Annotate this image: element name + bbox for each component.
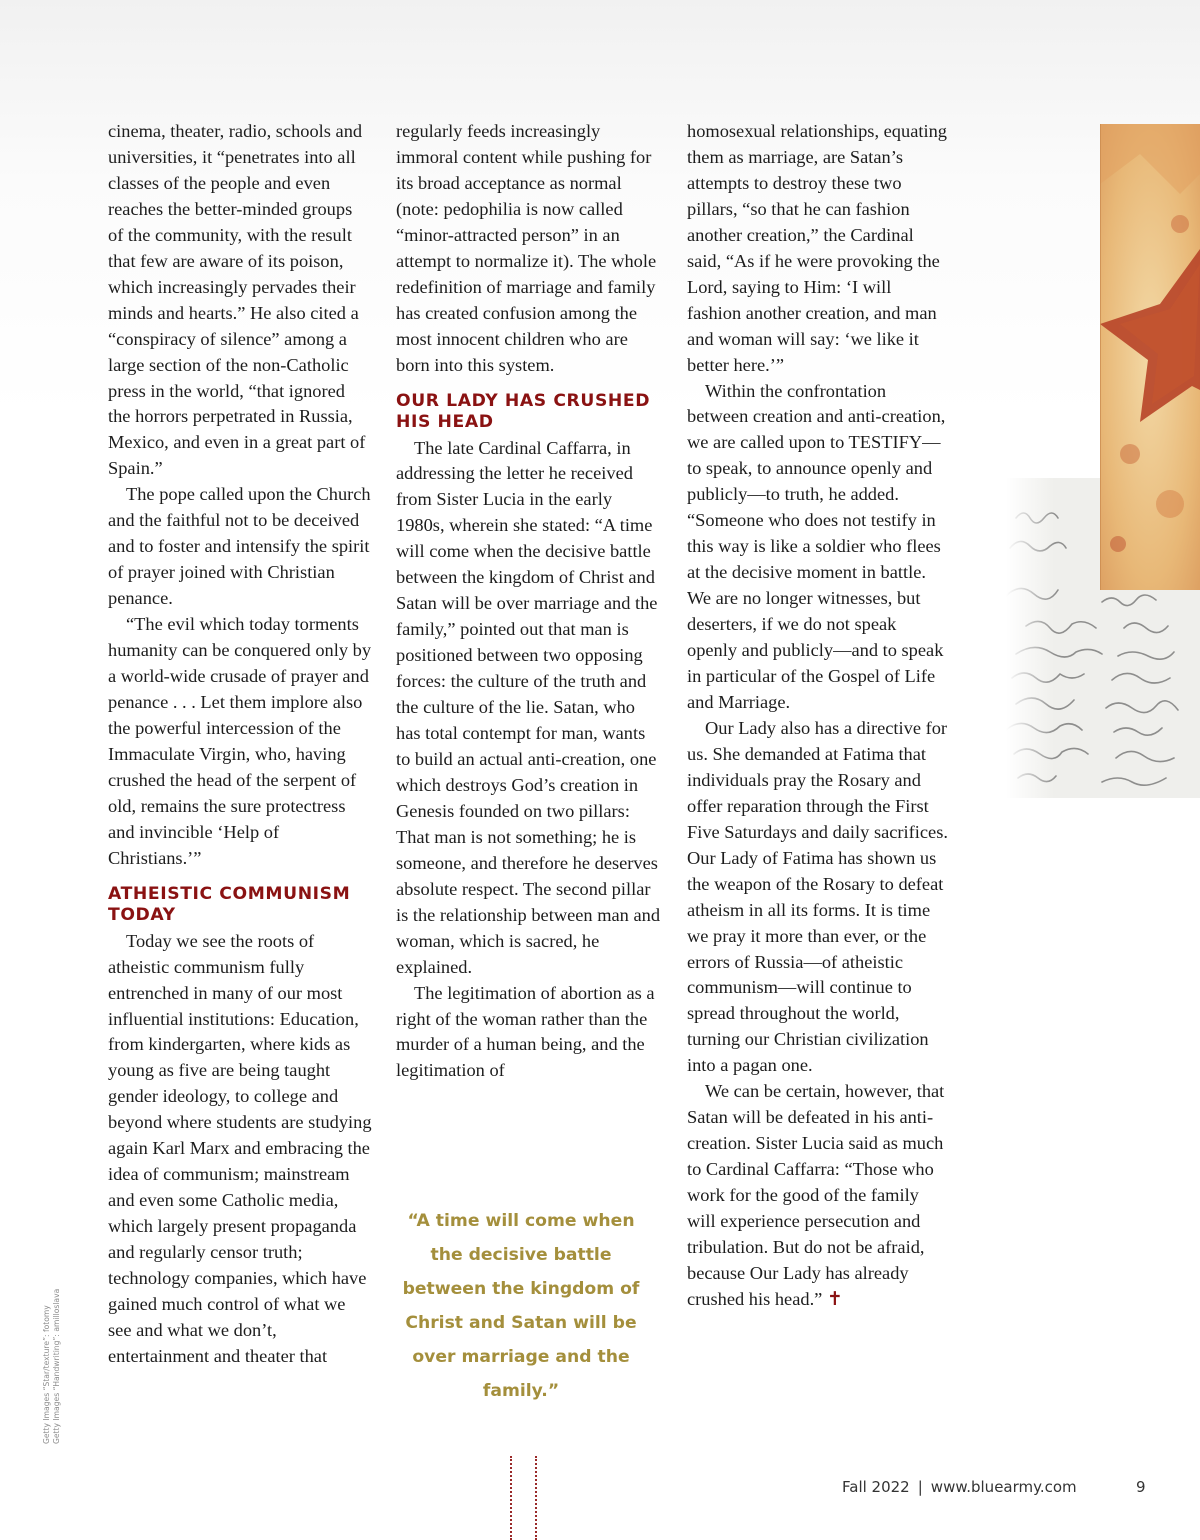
dotted-rule-left bbox=[510, 1456, 512, 1540]
subhead-our-lady: OUR LADY HAS CRUSHED HIS HEAD bbox=[396, 390, 651, 432]
photo-credit-line: Getty Images “Handwriting”: amilloslava bbox=[52, 1288, 61, 1444]
star-painting-image bbox=[1100, 124, 1200, 590]
article-column-2 bbox=[396, 119, 662, 1084]
paragraph: regularly feeds increasingly immoral content while pushing for its broad acceptance as normal (note: pedophilia is now called “minor-attracted person” in an attempt to normalize it). The whole redefinition of marriage and family has created confusion among the most innocent children who are born into this system. bbox=[396, 121, 657, 375]
dotted-rule-right bbox=[535, 1456, 537, 1540]
issue-label: Fall 2022 bbox=[842, 1478, 910, 1496]
paragraph: The legitimation of abortion as a right of the woman rather than the murder of a human being, and the legitimation of bbox=[396, 982, 655, 1081]
subhead-atheistic-communism: ATHEISTIC COMMUNISM TODAY bbox=[108, 883, 351, 925]
article-column-3 bbox=[687, 119, 949, 1313]
paragraph: Our Lady also has a directive for us. She demanded at Fatima that individuals pray the Rosary and offer reparation through the First Five Saturdays and daily sacrifices. Our Lady of Fatima has shown us the weapon of the Rosary to defeat atheism in all its forms. It is time we pray it more than ever, or the errors of Russia—of atheistic communism—will continue to spread throughout the world, turning our Christian civilization into a pagan one. bbox=[687, 717, 948, 1076]
paragraph: cinema, theater, radio, schools and universities, it “penetrates into all classes of the people and even reaches the better-minded groups of the community, with the result that few are aware of its poison, which increasingly pervades their minds and hearts.” He also cited a “conspiracy of silence” among a large section of the non-Catholic press in the world, “that ignored the horrors perpetrated in Russia, Mexico, and even in a great part of Spain.” bbox=[108, 121, 366, 479]
paragraph: homosexual relationships, equating them as marriage, are Satan’s attempts to destroy these two pillars, “so that he can fashion another creation,” the Cardinal said, “As if he were provoking the Lord, saying to Him: ‘I will fashion another creation, and man and woman will say: ‘we like it better here.’” bbox=[687, 121, 947, 375]
paragraph: The pope called upon the Church and the faithful not to be deceived and to foster and intensify the spirit of prayer joined with Christian penance. bbox=[108, 484, 371, 609]
paragraph-final bbox=[687, 1079, 949, 1313]
paragraph: “The evil which today torments humanity can be conquered only by a world-wide crusade of prayer and penance . . . Let them implore also the powerful intercession of the Immaculate Virgin, who, having crushed the head of the serpent of old, remains the sure protectress and invincible ‘Help of Christians.’” bbox=[108, 614, 372, 868]
paragraph: Today we see the roots of atheistic communism fully entrenched in many of our most influential institutions: Education, from kindergarten, where kids as young as five are being taught gender ideology, to college and beyond where students are studying again Karl Marx and embracing the idea of communism; mainstream and even some Catholic media, which largely present propaganda and regularly censor truth; technology companies, which have gained much control of what we see and what we don’t, entertainment and theater that bbox=[108, 930, 372, 1366]
paragraph-final-text: We can be certain, however, that Satan will be defeated in his anti-creation. Sister Lucia said as much to Cardinal Caffarra: “Those who work for the good of the family will experience persecution and tribulation. But do not be afraid, because Our Lady has already crushed his head.” bbox=[687, 1081, 945, 1309]
photo-credit bbox=[42, 1289, 62, 1444]
page-number: 9 bbox=[1136, 1478, 1146, 1496]
paragraph: The late Cardinal Caffarra, in addressing the letter he received from Sister Lucia in the early 1980s, wherein she stated: “A time will come when the decisive battle between the kingdom of Christ and Satan will be over marriage and the family,” pointed out that man is positioned between two opposing forces: the culture of the truth and the culture of the lie. Satan, who has total contempt for man, wants to build an actual anti-creation, one which destroys God’s creation in Genesis founded on two pillars: That man is not something; he is someone, and therefore he deserves absolute respect. The second pillar is the relationship between man and woman, which is sacred, he explained. bbox=[396, 437, 661, 977]
website-link[interactable]: www.bluearmy.com bbox=[930, 1478, 1077, 1496]
footer-separator: | bbox=[917, 1478, 923, 1496]
page-footer bbox=[842, 1478, 1077, 1496]
article-column-1 bbox=[108, 119, 372, 1370]
paragraph: Within the confrontation between creation and anti-creation, we are called upon to TESTIFY—to speak, to announce openly and publicly—to truth, he added. “Someone who does not testify in this way is like a soldier who flees at the decisive moment in battle. We are no longer witnesses, but deserters, if we do not speak openly and publicly—and to speak in particular of the Gospel of Life and Marriage. bbox=[687, 380, 946, 712]
cross-end-icon: ✝ bbox=[826, 1287, 843, 1310]
pull-quote: “A time will come when the decisive battle between the kingdom of Christ and Satan will be over marriage and the family.” bbox=[402, 1211, 640, 1401]
photo-credit-line: Getty Images “Star/texture”: fotomy bbox=[42, 1305, 51, 1444]
